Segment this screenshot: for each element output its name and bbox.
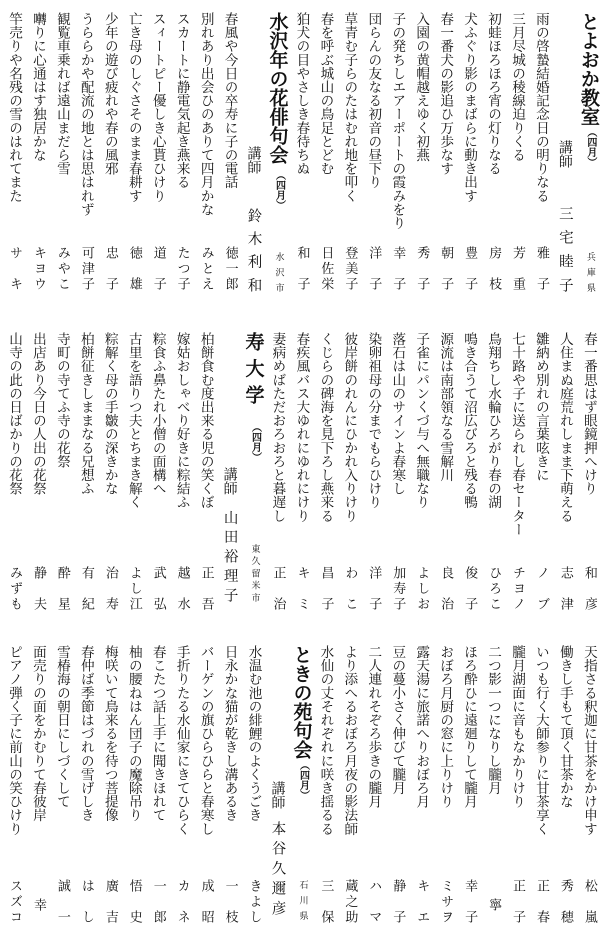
- haiku-text: 寺町の寺てふ寺の花祭: [53, 332, 70, 468]
- haiku-text: 妻病めばただおろおろと暮遅し: [269, 332, 286, 523]
- haiku-text: 出店あり今日の人出の花祭: [29, 332, 46, 496]
- haiku-author: 正春: [533, 879, 549, 923]
- haiku: [386, 645, 408, 923]
- haiku-author: 越水: [174, 566, 190, 610]
- haiku: [530, 645, 552, 923]
- haiku-author: 俊子: [462, 566, 478, 610]
- group-month: （四月）: [297, 760, 309, 800]
- haiku-text: 春こたつ話上手に聞きほれて: [149, 645, 166, 822]
- haiku-author: 道子: [150, 246, 166, 290]
- haiku: [147, 12, 169, 302]
- haiku-text: いつも行く大師参りに甘茶享く: [532, 645, 549, 836]
- haiku-text: 犬ふぐり影のまばらに動き出す: [461, 12, 478, 203]
- haiku: [530, 332, 552, 610]
- haiku: [458, 645, 480, 923]
- haiku-text: おぼろ月厨の窓に上りけり: [437, 645, 454, 809]
- haiku: [530, 12, 552, 302]
- haiku-text: 観覧車乗れば遠山まだら雪: [53, 12, 70, 176]
- haiku-text: 鳥翔ちし水輪ひろがり春の湖: [485, 332, 502, 509]
- lecturer-name: 本谷久邇彦: [269, 821, 286, 915]
- haiku-author: 一枝: [222, 879, 238, 923]
- haiku-author: 幸子: [462, 879, 478, 923]
- middle-band: [3, 332, 600, 610]
- haiku: [386, 12, 408, 302]
- haiku-text: 粽食ふ鼻たれ小僧の面構へ: [149, 332, 166, 496]
- haiku: [27, 332, 49, 610]
- haiku-text: 初蛙ほろほろ宵の灯りなる: [485, 12, 502, 176]
- haiku: [75, 645, 97, 923]
- haiku-text: 水温む池の緋鯉のよくうごき: [245, 645, 262, 822]
- haiku: [386, 332, 408, 610]
- haiku: [27, 12, 49, 302]
- haiku-author: サキ: [7, 246, 22, 290]
- haiku: [314, 332, 336, 610]
- haiku-author: 忠子: [102, 246, 118, 290]
- haiku-author: 房枝: [486, 246, 502, 290]
- haiku: [458, 12, 480, 302]
- haiku-text: 天指さる釈迦に甘茶をかけ申す: [580, 645, 597, 836]
- bottom-band: [3, 645, 600, 923]
- haiku-author: 豊子: [462, 246, 478, 290]
- haiku-text: ピアノ弾く子に前山の笑ひけり: [6, 645, 22, 836]
- haiku: [51, 12, 73, 302]
- haiku-text: 七十路や子に送られし春セーター: [509, 332, 526, 536]
- haiku-text: バーゲンの旗ひらひらと春寒し: [197, 645, 214, 836]
- haiku: [578, 645, 600, 923]
- haiku-author: キミ: [294, 566, 310, 610]
- haiku: [410, 12, 432, 302]
- haiku-author: 酔星: [54, 566, 70, 610]
- haiku-author: 日佐栄: [318, 246, 334, 290]
- haiku: [362, 332, 384, 610]
- haiku: [147, 332, 169, 610]
- haiku: [554, 332, 576, 610]
- haiku-author: 治寿: [102, 566, 118, 610]
- haiku: [506, 332, 528, 610]
- top-band: [3, 12, 600, 302]
- haiku-author: 成昭: [198, 879, 214, 923]
- haiku: [362, 645, 384, 923]
- haiku-text: 春疾風バス大ゆれにゆれにけり: [293, 332, 310, 523]
- lecturer-line: [219, 332, 241, 607]
- haiku-text: スカートに静電気起き燕来る: [173, 12, 190, 189]
- haiku-text: 鳴き合うて沼広びろと残る鴨: [461, 332, 478, 509]
- lecturer-label: 講師: [245, 146, 262, 174]
- haiku-text: 少年の遊び疲れや春の風邪: [101, 12, 118, 176]
- haiku-text: 源流は南部領なる雪解川: [437, 332, 454, 482]
- haiku-text: 子の発ちしエアーポートの霞みをり: [389, 12, 406, 230]
- haiku: [195, 12, 217, 302]
- haiku-author: 静夫: [30, 566, 46, 610]
- haiku-text: 草青む子らのたはむれ地を叩く: [341, 12, 358, 203]
- haiku-text: 彼岸餅のれんにひかれ入りけり: [341, 332, 358, 523]
- haiku-author: 朝子: [438, 246, 454, 290]
- haiku-author: 雅子: [533, 246, 549, 290]
- haiku: [51, 645, 73, 923]
- haiku: [434, 12, 456, 302]
- haiku-author: 寧: [486, 897, 502, 911]
- haiku: [75, 332, 97, 610]
- haiku: [243, 645, 265, 923]
- haiku-text: 春一番思はず眼鏡押へけり: [580, 332, 597, 496]
- haiku-text: 春風や今日の卒寿に子の電話: [221, 12, 238, 189]
- haiku: [362, 12, 384, 302]
- haiku-text: 働きし手もて頂く甘茶かな: [556, 645, 573, 809]
- haiku-text: 子雀にパンくづ与へ無職なり: [413, 332, 430, 509]
- haiku-text: 入園の黄帽越えゆく初燕: [413, 12, 430, 162]
- lecturer-place: 石川県: [297, 880, 308, 920]
- group-month: （四月）: [584, 127, 596, 167]
- haiku: [578, 332, 600, 610]
- haiku-text: 豆の蔓小さく伸びて朧月: [389, 645, 406, 795]
- haiku: [3, 332, 25, 610]
- haiku-author: 洋子: [366, 246, 382, 290]
- haiku: [506, 645, 528, 923]
- haiku-author: 悟史: [126, 879, 142, 923]
- haiku: [290, 332, 312, 610]
- lecturer-label: 講師: [221, 467, 238, 495]
- group-month: （四月）: [273, 170, 285, 210]
- group-header: [243, 332, 265, 607]
- lecturer-line: [243, 12, 265, 302]
- haiku-author: ノブ: [533, 566, 549, 610]
- group-title: 寿大学: [242, 332, 265, 404]
- haiku-author: 蔵之助: [342, 879, 358, 923]
- haiku-author: みやこ: [54, 246, 70, 290]
- haiku-author: 加寿子: [390, 566, 406, 610]
- haiku-author: 幸: [30, 897, 46, 911]
- haiku-text: 手折りたる水仙家にきてひらく: [173, 645, 190, 836]
- lecturer-name: 三宅睦子: [556, 206, 573, 292]
- haiku: [99, 645, 121, 923]
- haiku-text: 山寺の此の日ばかりの花祭: [6, 332, 22, 496]
- haiku-text: 狛犬の目やさしき春待ちぬ: [293, 12, 310, 176]
- haiku: [434, 645, 456, 923]
- group-title: とよおか教室: [577, 12, 600, 126]
- haiku-text: 春一番犬の影追ひ万歩なす: [437, 12, 454, 176]
- haiku-text: 落石は山のサインよ春寒し: [389, 332, 406, 496]
- haiku-author: 廣吉: [102, 879, 118, 923]
- haiku-text: ほろ酔ひに遠廻りして朧月: [461, 645, 478, 809]
- group-title: ときの苑句会: [290, 645, 313, 759]
- haiku-author: たつ子: [174, 246, 190, 290]
- lecturer-line: [554, 12, 576, 302]
- haiku: [123, 332, 145, 610]
- haiku-author: みとえ: [198, 246, 214, 290]
- haiku: [266, 332, 288, 610]
- haiku: [458, 332, 480, 610]
- haiku-author: 秀子: [414, 246, 430, 290]
- group-header: [578, 12, 600, 302]
- haiku: [410, 332, 432, 610]
- haiku-text: 春を呼ぶ城山の鳥足とどむ: [317, 12, 334, 176]
- haiku-text: くじらの碑海を見下ろし燕来る: [317, 332, 334, 523]
- haiku: [482, 12, 504, 302]
- haiku: [314, 12, 336, 302]
- lecturer-place: 水沢市: [273, 252, 284, 292]
- haiku: [314, 645, 336, 923]
- haiku-author: 松嵐: [581, 879, 597, 923]
- haiku-author: チヨノ: [510, 566, 526, 610]
- haiku-text: 柏餅征きしままなる兄想ふ: [77, 332, 94, 496]
- haiku: [99, 332, 121, 610]
- haiku-author: 正治: [270, 566, 286, 610]
- haiku-author: みずも: [7, 566, 22, 610]
- haiku-text: 朧月湖面に音もなかりけり: [509, 645, 526, 809]
- haiku-text: 人住まぬ庭荒れしまま下萌える: [556, 332, 573, 523]
- haiku-text: 雨の啓蟄結婚記念日の明りなる: [532, 12, 549, 203]
- haiku-text: 露天湯に旅諾へりおぼろ月: [413, 645, 430, 809]
- lecturer-label: 講師: [269, 781, 286, 809]
- haiku-author: はし: [78, 879, 94, 923]
- haiku-author: ミサヲ: [438, 879, 454, 923]
- haiku-author: わこ: [342, 566, 358, 610]
- haiku: [27, 645, 49, 920]
- haiku-text: 春仲ば季節はづれの雪げしき: [77, 645, 94, 822]
- haiku-author: よし江: [126, 566, 142, 610]
- haiku: [195, 332, 217, 610]
- haiku-text: 囀りに心通はす独居かな: [29, 12, 46, 162]
- haiku-author: 良治: [438, 566, 454, 610]
- haiku-author: よしお: [414, 566, 430, 610]
- haiku-text: 雪椿海の朝日にしづくして: [53, 645, 70, 809]
- haiku: [434, 332, 456, 610]
- lecturer-place: 兵庫県: [584, 252, 595, 292]
- haiku-text: うららかや配流の地とは思はれず: [77, 12, 94, 216]
- haiku-text: 団らんの友なる初音の昼下り: [365, 12, 382, 189]
- haiku: [338, 332, 360, 610]
- haiku-author: 徳雄: [126, 246, 142, 290]
- haiku-text: 日永かな猫が乾きし溝あるき: [221, 645, 238, 822]
- haiku: [75, 12, 97, 302]
- haiku-author: 和彦: [581, 566, 597, 610]
- haiku-author: 昌子: [318, 566, 334, 610]
- group-title: 水沢年の花俳句会: [266, 12, 289, 164]
- haiku: [3, 12, 25, 302]
- haiku-author: 秀穂: [557, 879, 573, 923]
- haiku-author: ハマ: [366, 879, 382, 923]
- haiku-text: より添へるおぼろ月夜の影法師: [341, 645, 358, 836]
- haiku-author: 芳重: [510, 246, 526, 290]
- haiku-text: 嫁姑おしゃべり好きに粽結ふ: [173, 332, 190, 509]
- haiku: [147, 645, 169, 923]
- haiku-author: 武弘: [150, 566, 166, 610]
- haiku-author: 一郎: [150, 879, 166, 923]
- haiku: [338, 645, 360, 923]
- haiku-author: 志津: [557, 566, 573, 610]
- haiku-text: 柚の腰ねはん団子の魔除吊り: [125, 645, 142, 822]
- group-header: [266, 12, 288, 302]
- haiku-text: 雛納め別れの言葉呟きに: [532, 332, 549, 482]
- haiku: [171, 332, 193, 610]
- haiku-author: キヨウ: [30, 246, 46, 290]
- haiku: [171, 645, 193, 923]
- haiku: [219, 645, 241, 923]
- haiku: [338, 12, 360, 302]
- haiku-text: 亡き母のしぐさそのまま春耕す: [125, 12, 142, 203]
- haiku-text: 二人連れそぞろ歩きの朧月: [365, 645, 382, 809]
- haiku: [3, 645, 25, 923]
- haiku-author: 正子: [510, 879, 526, 923]
- haiku: [99, 12, 121, 302]
- haiku-author: 静子: [390, 879, 406, 923]
- haiku-author: 三保: [318, 879, 334, 923]
- haiku-author: 正吾: [198, 566, 214, 610]
- haiku-author: 有紀: [78, 566, 94, 610]
- haiku-author: キエ: [414, 879, 430, 923]
- haiku-text: 二つ影一つになりし朧月: [485, 645, 502, 795]
- haiku-text: 竿売りや名残の雪のはれてまた: [6, 12, 22, 203]
- haiku: [482, 332, 504, 610]
- haiku-text: 面売りの面をかむりて春彼岸: [29, 645, 46, 822]
- haiku-text: 染卵祖母の分までもらひけり: [365, 332, 382, 509]
- lecturer-label: 講師: [556, 140, 573, 168]
- haiku: [482, 645, 504, 920]
- haiku-text: 別れあり出会ひのありて四月かな: [197, 12, 214, 216]
- haiku-text: 古里を語りつ夫とちまき解く: [125, 332, 142, 509]
- haiku: [51, 332, 73, 610]
- haiku-author: 誠一: [54, 879, 70, 923]
- haiku-author: 和子: [294, 246, 310, 290]
- haiku: [554, 645, 576, 923]
- haiku: [290, 12, 312, 302]
- haiku: [171, 12, 193, 302]
- haiku-author: スズコ: [7, 879, 22, 923]
- haiku-author: 幸子: [390, 246, 406, 290]
- haiku-author: カネ: [174, 879, 190, 923]
- haiku-text: 粽解く母の手皺の深きかな: [101, 332, 118, 496]
- haiku: [195, 645, 217, 923]
- haiku-text: 柏餅食む度出来る児の笑くぼ: [197, 332, 214, 509]
- haiku-author: ひろこ: [486, 566, 502, 610]
- haiku: [506, 12, 528, 302]
- haiku-author: きよし: [246, 879, 262, 923]
- haiku: [123, 645, 145, 923]
- haiku: [219, 12, 241, 302]
- haiku-text: 三月尽城の稜線迫りくる: [509, 12, 526, 162]
- group-month: （四月）: [249, 422, 261, 462]
- haiku: [410, 645, 432, 923]
- haiku-text: 梅咲いて鳥来るを待つ菩提像: [101, 645, 118, 822]
- haiku: [123, 12, 145, 302]
- haiku-text: 水仙の丈それぞれに咲き揺るる: [317, 645, 334, 836]
- haiku-text: スィートピー優しき心貰ひけり: [149, 12, 166, 203]
- haiku-author: 登美子: [342, 246, 358, 290]
- group-header: [290, 645, 312, 920]
- haiku-author: 徳一郎: [222, 246, 238, 290]
- haiku-author: 可津子: [78, 246, 94, 290]
- lecturer-name: 山田裕理子: [221, 510, 238, 602]
- lecturer-place: 東久留米市: [249, 544, 260, 602]
- haiku-author: 洋子: [366, 566, 382, 610]
- lecturer-name: 鈴木利和: [245, 208, 262, 292]
- lecturer-line: [266, 645, 288, 920]
